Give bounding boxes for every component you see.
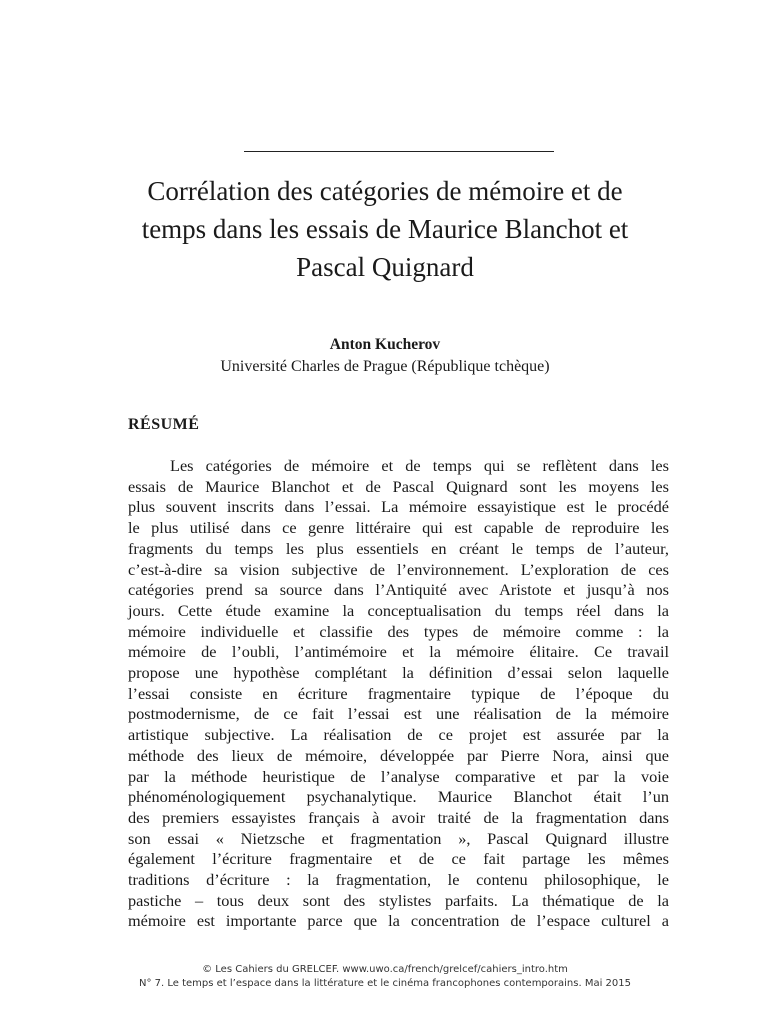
- title-line: temps dans les essais de Maurice Blanchot et: [141, 214, 629, 244]
- abstract-line: Les catégories de mémoire et de temps qui se reflètent dans les: [170, 456, 669, 475]
- title-separator-rule: [244, 151, 554, 152]
- abstract-line: catégories prend sa source dans l’Antiquité avec Aristote et jusqu’à nos: [128, 580, 669, 600]
- abstract-line: propose une hypothèse complétant la définition d’essai selon laquelle: [128, 663, 669, 683]
- author-name: Anton Kucherov: [329, 336, 441, 353]
- abstract-line: plus souvent inscrits dans l’essai. La mémoire essayistique est le procédé: [128, 497, 669, 517]
- abstract-line: méthode des lieux de mémoire, développée par Pierre Nora, ainsi que: [128, 745, 669, 765]
- abstract-line: mémoire de l’oubli, l’antimémoire et la mémoire élitaire. Ce travail: [128, 642, 669, 662]
- abstract-line: des premiers essayistes français à avoir traité de la fragmentation dans: [128, 807, 669, 827]
- article-title: [100, 172, 670, 286]
- section-heading-resume: RÉSUMÉ: [128, 416, 200, 433]
- title-line: Corrélation des catégories de mémoire et de: [147, 176, 623, 206]
- abstract-line: c’est-à-dire sa vision subjective de l’environnement. L’exploration de ces: [128, 559, 669, 579]
- abstract-line: jours. Cette étude examine la conceptualisation du temps réel dans la: [128, 600, 669, 620]
- abstract-line: mémoire individuelle et classifie des types de mémoire comme : la: [128, 621, 669, 641]
- footer-issue-info: N° 7. Le temps et l’espace dans la littérature et le cinéma francophones contemporains. Mai 2015: [139, 978, 631, 989]
- abstract-line: essais de Maurice Blanchot et de Pascal Quignard sont les moyens les: [128, 476, 669, 496]
- abstract-line: artistique subjective. La réalisation de ce projet est assurée par la: [128, 725, 669, 745]
- abstract-line: également l’écriture fragmentaire et de ce fait partage les mêmes: [128, 849, 669, 869]
- title-line: Pascal Quignard: [296, 252, 474, 282]
- abstract-line: fragments du temps les plus essentiels en créant le temps de l’auteur,: [128, 538, 669, 558]
- abstract-line: phénoménologiquement psychanalytique. Maurice Blanchot était l’un: [128, 787, 669, 807]
- abstract-line: pastiche – tous deux sont des stylistes parfaits. La thématique de la: [128, 890, 669, 910]
- footer-copyright: © Les Cahiers du GRELCEF. www.uwo.ca/french/grelcef/cahiers_intro.htm: [202, 964, 568, 975]
- abstract-line: son essai « Nietzsche et fragmentation », Pascal Quignard illustre: [128, 828, 669, 848]
- abstract-body: [128, 456, 669, 932]
- abstract-line: postmodernisme, de ce fait l’essai est une réalisation de la mémoire: [128, 704, 669, 724]
- abstract-line: traditions d’écriture : la fragmentation, le contenu philosophique, le: [128, 870, 669, 890]
- abstract-line: par la méthode heuristique de l’analyse comparative et par la voie: [128, 766, 669, 786]
- abstract-line: l’essai consiste en écriture fragmentaire typique de l’époque du: [128, 683, 669, 703]
- author-affiliation: Université Charles de Prague (République tchèque): [220, 358, 550, 375]
- abstract-line: mémoire est importante parce que la concentration de l’espace culturel a: [128, 911, 669, 931]
- abstract-line: le plus utilisé dans ce genre littéraire qui est capable de reproduire les: [128, 518, 669, 538]
